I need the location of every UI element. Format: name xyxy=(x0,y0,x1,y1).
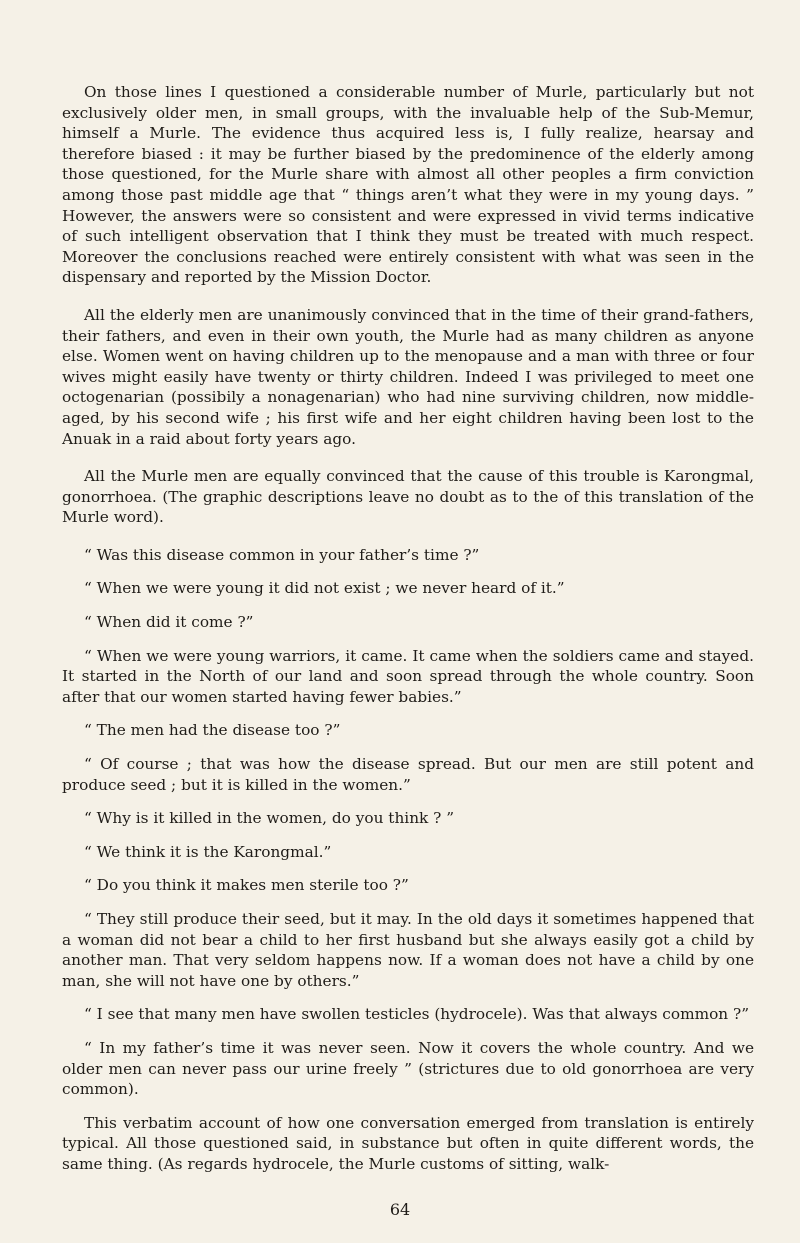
dialogue-line: “ Of course ; that was how the disease spread. But our men are still potent and produce seed ; but it is killed in the women.” xyxy=(62,755,754,794)
dialogue-line: “ Do you think it makes men sterile too ?” xyxy=(84,876,409,895)
dialogue-line: “ In my father’s time it was never seen. Now it covers the whole country. And we older men can never pass our urine freely ” (strictures due to old gonorrhoea are very common). xyxy=(62,1038,754,1099)
dialogue-line: “ They still produce their seed, but it may. In the old days it sometimes happened that a woman did not bear a child to her first husband but she always easily got a child by another man. That very seldom happens now. If a woman does not have a child by one man, she will not have one by others.” xyxy=(62,910,754,990)
paragraph: All the elderly men are unanimously convinced that in the time of their grand-fathers, their fathers, and even in their own youth, the Murle had as many children as anyone else. Women went on having children up to the menopause and a man with three or four wives might easily have twenty or thirty children. Indeed I was privileged to meet one octogenarian (possibily a nonagenarian) who had nine surviving children, now middle-aged, by his second wife ; his first wife and her eight children having been lost to the Anuak in a raid about forty years ago. xyxy=(62,305,754,448)
page-number: 64 xyxy=(389,1200,411,1219)
dialogue-line: “ I see that many men have swollen testicles (hydrocele). Was that always common ?” xyxy=(84,1005,750,1024)
dialogue-line: “ Was this disease common in your father’s time ?” xyxy=(84,545,480,564)
dialogue-line: “ When did it come ?” xyxy=(84,613,254,632)
dialogue-line: “ We think it is the Karongmal.” xyxy=(84,842,332,861)
paragraph: All the Murle men are equally convinced that the cause of this trouble is Karongmal, gonorrhoea. (The graphic descriptions leave no doubt as to the of this translation of the Murle word). xyxy=(62,467,754,527)
dialogue-line: “ Why is it killed in the women, do you think ? ” xyxy=(84,809,455,828)
dialogue-line: “ The men had the disease too ?” xyxy=(84,721,341,740)
paragraph: This verbatim account of how one conversation emerged from translation is entirely typical. All those questioned said, in substance but often in quite different words, the same thing. (As regards hydrocele, the Murle customs of sitting, walk- xyxy=(62,1113,754,1173)
dialogue-line: “ When we were young it did not exist ; we never heard of it.” xyxy=(84,579,565,598)
body-text xyxy=(62,82,754,1192)
dialogue-line: “ When we were young warriors, it came. It came when the soldiers came and stayed. It started in the North of our land and soon spread through the whole country. Soon after that our women started having fewer babies.” xyxy=(62,646,754,706)
paragraph: On those lines I questioned a considerable number of Murle, particularly but not exclusively older men, in small groups, with the invaluable help of the Sub-Memur, himself a Murle. The evidence thus acquired less is, I fully realize, hearsay and therefore biased : it may be further biased by the predominence of the elderly among those questioned, for the Murle share with almost all other peoples a firm conviction among those past middle age that “ things aren’t what they were in my young days. ” However, the answers were so consistent and were expressed in vivid terms indicative of such intelligent observation that I think they must be treated with much respect. Moreover the conclusions reached were entirely consistent with what was seen in the dispensary and reported by the Mission Doctor. xyxy=(62,83,754,287)
